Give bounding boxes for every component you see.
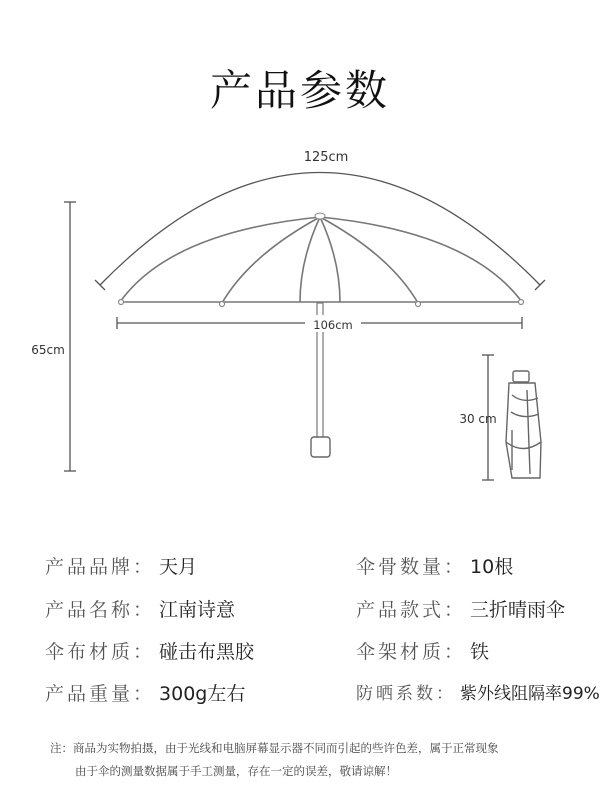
spec-style bbox=[356, 595, 565, 622]
spec-name-value: 江南诗意 bbox=[159, 599, 236, 621]
spec-weight-label: 产品重量： bbox=[45, 683, 156, 705]
height-label: 65cm bbox=[31, 343, 65, 357]
spec-frame bbox=[356, 637, 489, 664]
spec-rib-count-label: 伞骨数量： bbox=[356, 556, 467, 578]
spec-rib-count bbox=[356, 552, 513, 579]
folded-height-label: 30 cm bbox=[459, 412, 497, 426]
spec-uv-label: 防晒系数： bbox=[356, 684, 456, 704]
spec-rib-count-value: 10根 bbox=[470, 556, 514, 578]
page-title: 产品参数 bbox=[209, 66, 390, 115]
spec-style-label: 产品款式： bbox=[356, 599, 467, 621]
spec-frame-value: 铁 bbox=[470, 641, 490, 663]
spec-brand-label: 产品品牌： bbox=[45, 556, 156, 578]
spec-name-label: 产品名称： bbox=[45, 599, 156, 621]
outer-span-label: 125cm bbox=[303, 150, 349, 165]
spec-style-value: 三折晴雨伞 bbox=[470, 599, 566, 621]
umbrella-handle bbox=[311, 437, 330, 457]
outer-span-arc bbox=[100, 173, 540, 286]
spec-uv-value: 紫外线阻隔率99% bbox=[460, 684, 600, 704]
folded-umbrella bbox=[506, 371, 541, 478]
spec-name bbox=[45, 595, 235, 622]
canopy-top-cap bbox=[315, 213, 325, 219]
spec-frame-label: 伞架材质： bbox=[356, 641, 467, 663]
spec-uv bbox=[356, 679, 600, 704]
spec-brand-value: 天月 bbox=[159, 556, 198, 578]
umbrella-canopy bbox=[120, 217, 522, 303]
note-line-2: 由于伞的测量数据属于手工测量，存在一定的误差，敬请谅解！ bbox=[75, 764, 397, 778]
spec-brand bbox=[45, 552, 197, 579]
spec-fabric-label: 伞布材质： bbox=[45, 641, 156, 663]
spec-weight bbox=[45, 679, 245, 706]
spec-fabric bbox=[45, 637, 254, 664]
spec-weight-value: 300g左右 bbox=[159, 683, 246, 705]
inner-span-label: 106cm bbox=[313, 318, 353, 332]
spec-fabric-value: 碰击布黑胶 bbox=[159, 641, 255, 663]
note-line-1: 注：商品为实物拍摄，由于光线和电脑屏幕显示器不同而引起的些许色差，属于正常现象 bbox=[50, 741, 499, 755]
